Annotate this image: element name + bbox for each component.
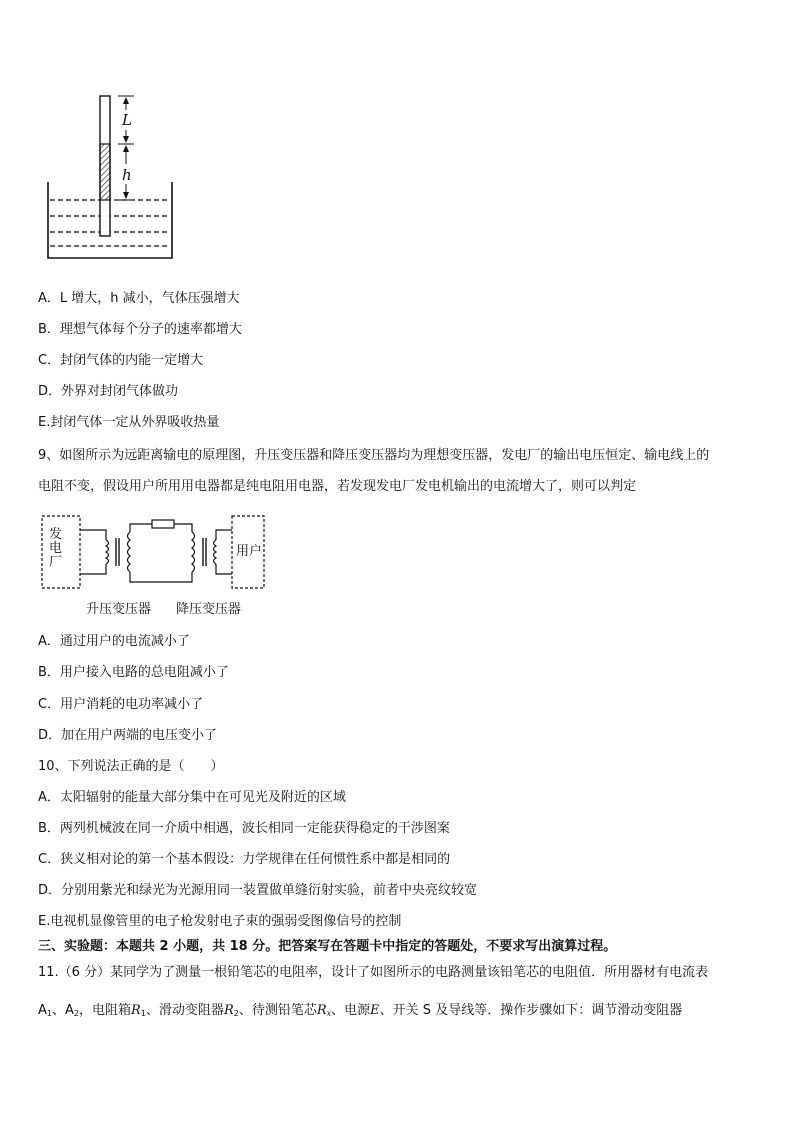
q11-stem-line2: $A_1$、$A_2$，电阻箱$R_1$、滑动变阻器$R_2$、待测铅笔芯$R_x$、电源E、开关 S 及导线等．操作步骤如下：调节滑动变阻器 — [38, 1003, 683, 1018]
q10-stem: 10、下列说法正确的是（ ） — [38, 759, 224, 774]
line-resistor — [152, 520, 174, 528]
power-plant-label: 发电厂 — [49, 527, 63, 570]
q9-option-a: A．通过用户的电流减小了 — [38, 634, 190, 649]
source-e: E — [370, 1003, 380, 1018]
q10-option-a: A．太阳辐射的能量大部分集中在可见光及附近的区域 — [38, 790, 346, 805]
tube-in-liquid-figure — [30, 88, 190, 266]
ammeter-a1: A — [38, 1003, 47, 1018]
pencil-lead-rx: R — [316, 1003, 327, 1018]
q9-option-c: C．用户消耗的电功率减小了 — [38, 697, 204, 712]
q10-option-e: E.电视机显像管里的电子枪发射电子束的强弱受图像信号的控制 — [38, 914, 402, 929]
q8-option-d: D．外界对封闭气体做功 — [38, 384, 179, 399]
q8-option-a: A．L 增大，h 减小，气体压强增大 — [38, 291, 240, 306]
q9-option-b: B．用户接入电路的总电阻减小了 — [38, 665, 229, 680]
label-L: L — [122, 111, 132, 129]
q10-option-b: B．两列机械波在同一介质中相遇，波长相同一定能获得稳定的干涉图案 — [38, 821, 450, 836]
section3-heading: 三、实验题：本题共 2 小题，共 18 分。把答案写在答题卡中指定的答题处，不要求写出演算过程。 — [38, 939, 617, 954]
q10-option-c: C．狭义相对论的第一个基本假设：力学规律在任何惯性系中都是相同的 — [38, 852, 451, 867]
step-down-transformer-label: 降压变压器 — [176, 602, 242, 617]
q10-option-d: D．分别用紫光和绿光为光源用同一装置做单缝衍射实验，前者中央亮纹较宽 — [38, 883, 478, 898]
step-up-transformer-label: 升压变压器 — [86, 602, 152, 617]
q9-stem-line1: 9、如图所示为远距离输电的原理图，升压变压器和降压变压器均为理想变压器，发电厂的输出电压恒定、输电线上的 — [38, 448, 710, 463]
label-h: h — [122, 166, 132, 184]
q8-option-e: E.封闭气体一定从外界吸收热量 — [38, 415, 220, 430]
q11-stem-line1: 11.（6 分）某同学为了测量一根铅笔芯的电阻率，设计了如图所示的电路测量该铅笔芯的电阻值．所用器材有电流表 — [38, 965, 709, 980]
ammeter-a2: A — [65, 1003, 74, 1018]
q8-option-c: C．封闭气体的内能一定增大 — [38, 353, 204, 368]
q9-option-d: D．加在用户两端的电压变小了 — [38, 728, 218, 743]
rheostat-r2: R — [223, 1003, 234, 1018]
user-label: 用户 — [236, 544, 263, 559]
q8-option-b: B．理想气体每个分子的速率都增大 — [38, 322, 242, 337]
resistor-box-r1: R — [131, 1003, 141, 1018]
q9-stem-line2: 电阻不变，假设用户所用用电器都是纯电阻用电器，若发现发电厂发电机输出的电流增大了，则可以判定 — [38, 479, 637, 494]
liquid-column — [100, 144, 110, 200]
